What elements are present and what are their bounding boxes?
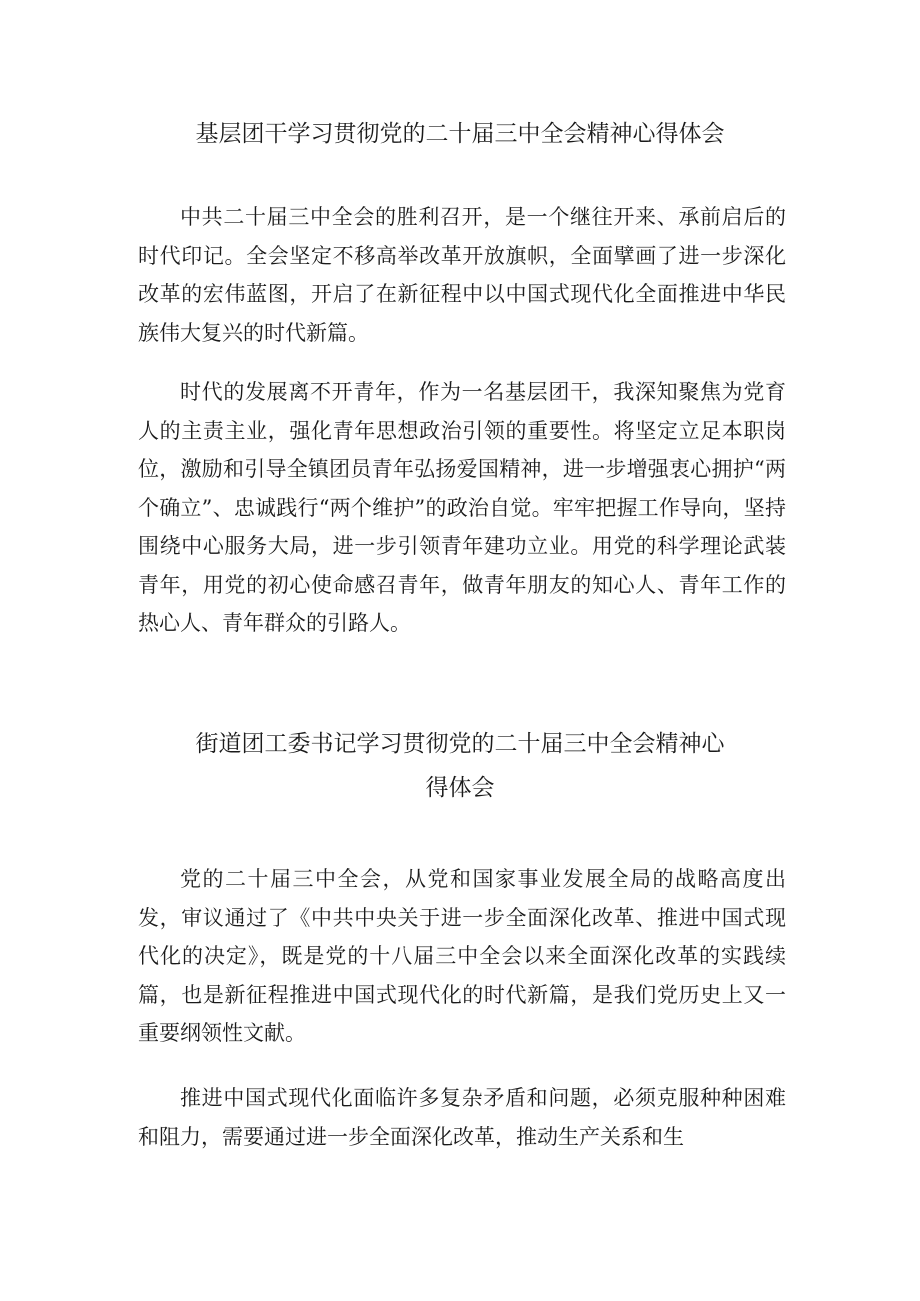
article-1-paragraph-2: 时代的发展离不开青年，作为一名基层团干，我深知聚焦为党育人的主责主业，强化青年思想政治引领的重要性。将坚定立足本职岗位，激励和引导全镇团员青年弘扬爱国精神，进一步增强衷心拥护“两个确立”、忠诚践行“两个维护”的政治自觉。牢牢把握工作导向，坚持围绕中心服务大局，进一步引领青年建功立业。用党的科学理论武装青年，用党的初心使命感召青年，做青年朋友的知心人、青年工作的热心人、青年群众的引路人。 [138, 380, 786, 635]
article-1-paragraph-1: 中共二十届三中全会的胜利召开，是一个继往开来、承前启后的时代印记。全会坚定不移高举改革开放旗帜，全面擘画了进一步深化改革的宏伟蓝图，开启了在新征程中以中国式现代化全面推进中华民族伟大复兴的时代新篇。 [138, 205, 786, 345]
article-2-title-line-1: 街道团工委书记学习贯彻党的二十届三中全会精神心 [195, 731, 725, 757]
article-1-title: 基层团干学习贯彻党的二十届三中全会精神心得体会 [195, 121, 725, 147]
article-2-title-line-2: 得体会 [425, 775, 495, 801]
article-2-title [110, 722, 810, 810]
article-2-paragraph-1: 党的二十届三中全会，从党和国家事业发展全局的战略高度出发，审议通过了《中共中央关于进一步全面深化改革、推进中国式现代化的决定》，既是党的十八届三中全会以来全面深化改革的实践续篇，也是新征程推进中国式现代化的时代新篇，是我们党历史上又一重要纲领性文献。 [138, 867, 786, 1045]
article-2-paragraph-2: 推进中国式现代化面临许多复杂矛盾和问题，必须克服种种困难和阻力，需要通过进一步全面深化改革，推动生产关系和生 [138, 1086, 786, 1149]
